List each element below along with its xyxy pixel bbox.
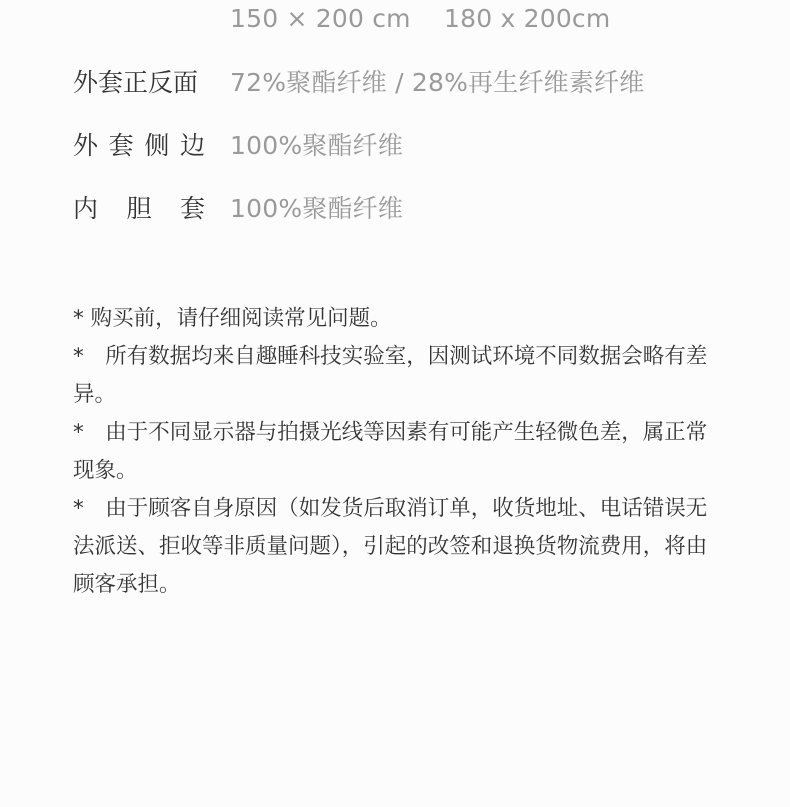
size-option-150x200: 150 × 200 cm xyxy=(230,4,411,33)
spec-label-char: 套 xyxy=(179,194,205,223)
purchase-notes xyxy=(73,300,718,604)
spec-label-char: 胆 xyxy=(126,194,152,223)
spec-label-char: 侧 xyxy=(144,131,170,160)
spec-label xyxy=(73,192,205,226)
note-lab-data: * 所有数据均来自趣睡科技实验室，因测试环境不同数据会略有差异。 xyxy=(73,344,708,407)
spec-label-char: 套 xyxy=(108,131,134,160)
spec-label: 外套正反面 xyxy=(73,68,199,97)
note-faq: * 购买前，请仔细阅读常见问题。 xyxy=(73,306,392,331)
size-option-180x200: 180 x 200cm xyxy=(444,4,611,33)
spec-label-char: 外 xyxy=(73,131,99,160)
note-return-shipping: * 由于顾客自身原因（如发货后取消订单，收货地址、电话错误无法派送、拒收等非质量问题），引起的改签和退换货物流费用，将由顾客承担。 xyxy=(73,496,708,597)
spec-value: 72%聚酯纤维 / 28%再生纤维素纤维 xyxy=(230,68,645,97)
spec-label xyxy=(73,129,205,163)
spec-value: 100%聚酯纤维 xyxy=(230,194,404,223)
size-options xyxy=(230,4,610,33)
spec-label-char: 内 xyxy=(73,194,99,223)
spec-value: 100%聚酯纤维 xyxy=(230,131,404,160)
spec-label-char: 边 xyxy=(179,131,205,160)
note-color-difference: * 由于不同显示器与拍摄光线等因素有可能产生轻微色差，属正常现象。 xyxy=(73,420,708,483)
